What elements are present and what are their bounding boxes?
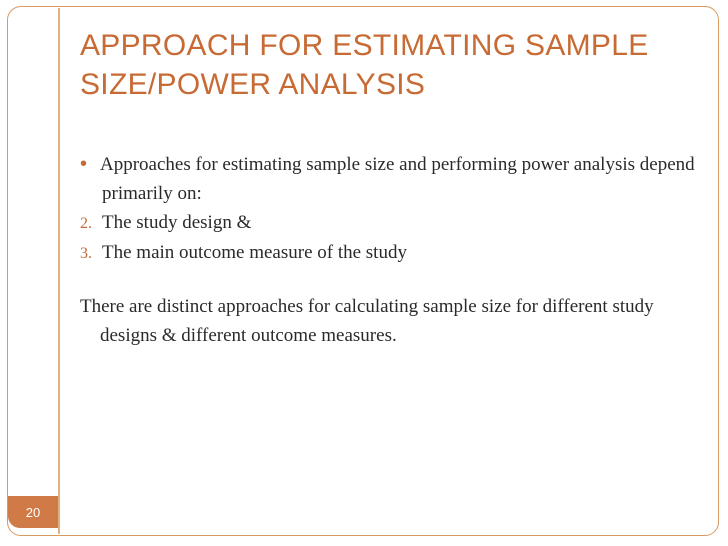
slide-body	[80, 150, 700, 350]
bullet-icon: •	[80, 153, 88, 175]
list-item-text: The main outcome measure of the study	[102, 242, 407, 263]
bullet-text: Approaches for estimating sample size and performing power analysis depend primarily on:	[100, 154, 695, 204]
left-vertical-rule	[58, 8, 60, 534]
list-number: 2.	[80, 215, 92, 232]
list-number: 3.	[80, 245, 92, 262]
numbered-item	[80, 238, 700, 268]
bullet-item	[80, 150, 700, 208]
numbered-item	[80, 208, 700, 238]
slide-title: APPROACH FOR ESTIMATING SAMPLE SIZE/POWER ANALYSIS	[80, 29, 649, 101]
slide-number-badge: 20	[8, 496, 58, 528]
body-paragraph: There are distinct approaches for calculating sample size for different study designs & different outcome measures.	[80, 296, 654, 346]
list-item-text: The study design &	[102, 212, 252, 233]
spacer	[80, 268, 700, 292]
